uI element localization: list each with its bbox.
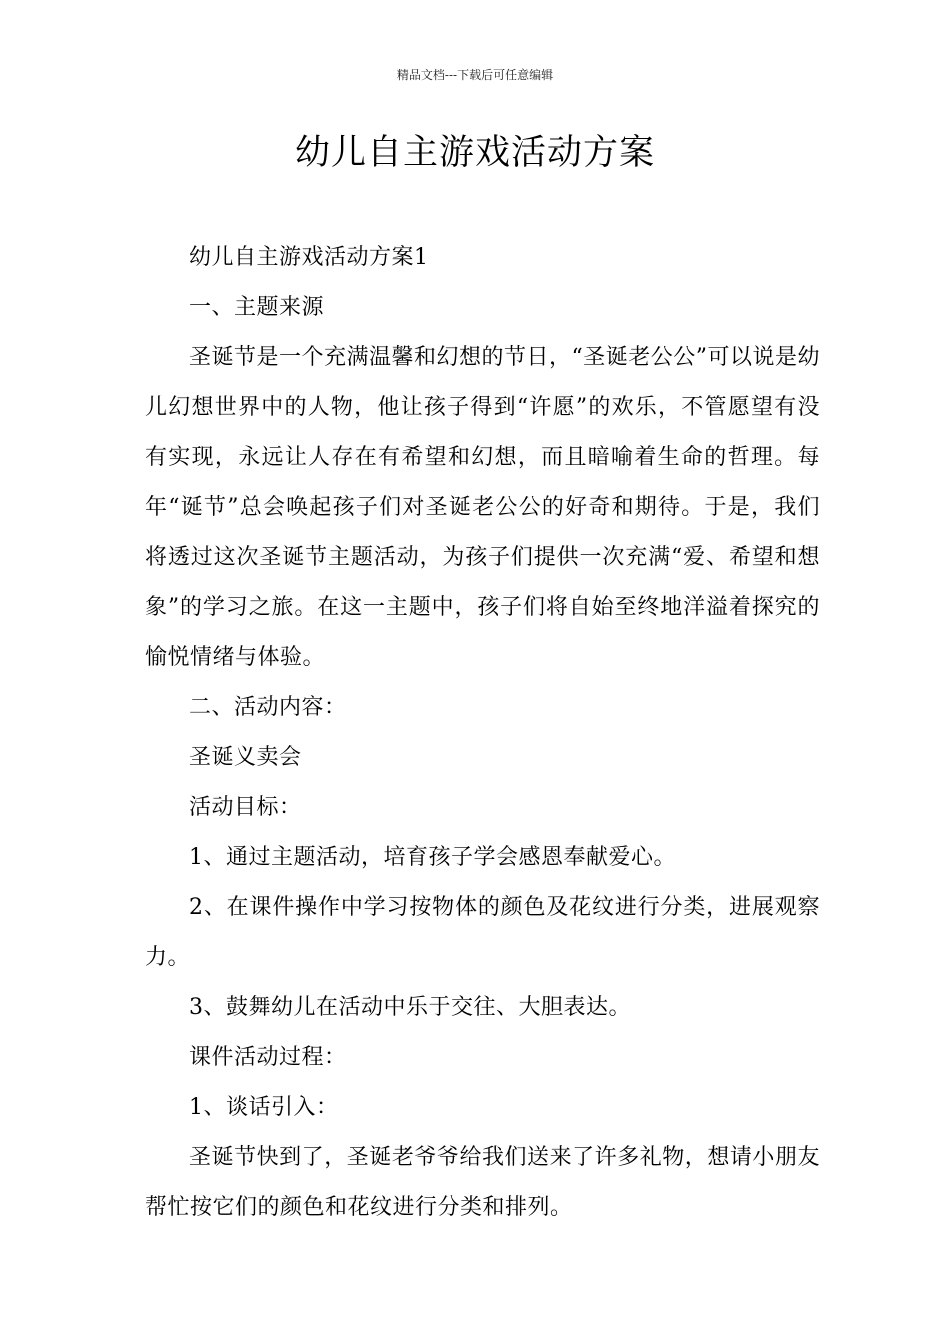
list-item: 1、通过主题活动，培育孩子学会感恩奉献爱心。: [189, 845, 676, 870]
body-paragraph: 圣诞义卖会: [189, 745, 302, 770]
section-heading: 二、活动内容：: [189, 695, 347, 720]
section-heading: 一、主题来源: [189, 295, 325, 320]
document-title: 幼儿自主游戏活动方案: [294, 133, 655, 173]
section-heading: 幼儿自主游戏活动方案1: [189, 245, 429, 270]
section-heading: 活动目标：: [189, 795, 302, 820]
list-item: 3、鼓舞幼儿在活动中乐于交往、大胆表达。: [189, 995, 631, 1020]
section-heading: 课件活动过程：: [189, 1045, 347, 1070]
body-paragraph: 圣诞节是一个充满温馨和幻想的节日，“圣诞老公公”可以说是幼儿幻想世界中的人物，他让孩子得到“许愿”的欢乐，不管愿望有没有实现，永远让人存在有希望和幻想，而且暗喻着生命的哲理。每年“诞节”总会唤起孩子们对圣诞老公公的好奇和期待。于是，我们将透过这次圣诞节主题活动，为孩子们提供一次充满“爱、希望和想象”的学习之旅。在这一主题中，孩子们将自始至终地洋溢着探究的愉悦情绪与体验。: [145, 345, 820, 670]
document-body: [145, 233, 820, 1233]
list-item: 1、谈话引入：: [189, 1095, 339, 1120]
body-paragraph: 圣诞节快到了，圣诞老爷爷给我们送来了许多礼物，想请小朋友帮忙按它们的颜色和花纹进行分类和排列。: [145, 1145, 820, 1220]
header-note: 精品文档---下载后可任意编辑: [396, 68, 554, 82]
list-item: 2、在课件操作中学习按物体的颜色及花纹进行分类，进展观察力。: [145, 895, 820, 970]
